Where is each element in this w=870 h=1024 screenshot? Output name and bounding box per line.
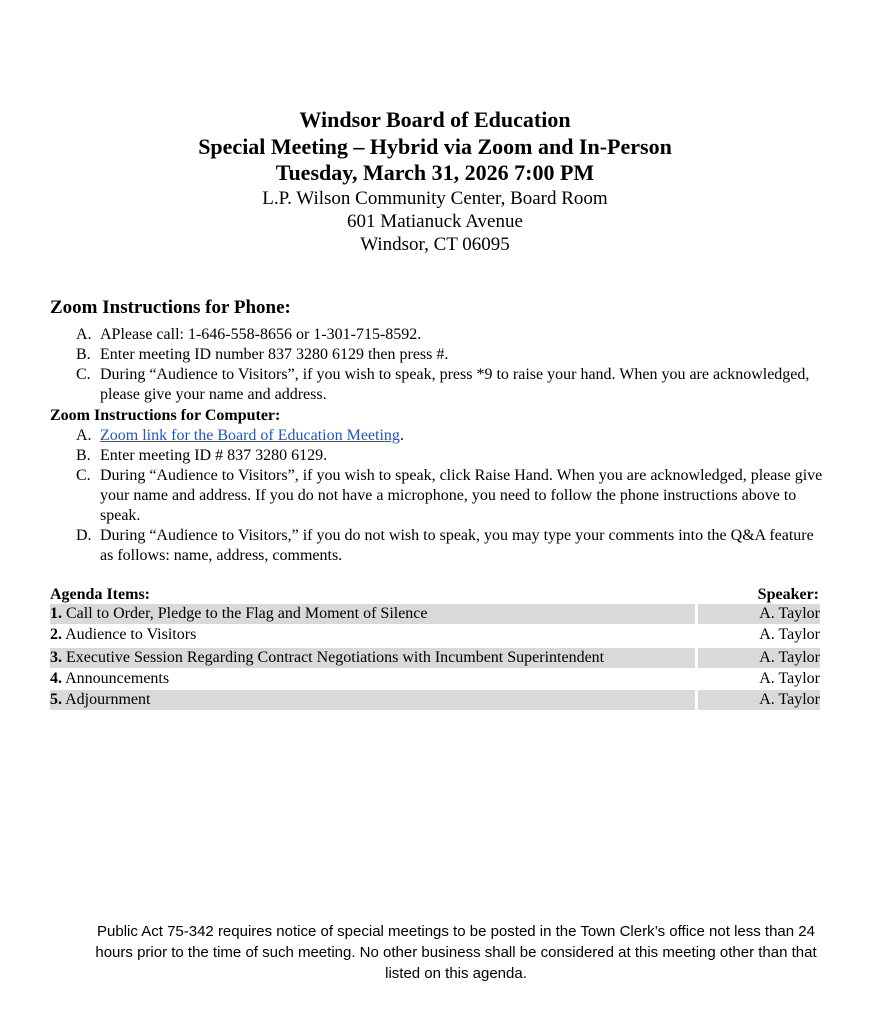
list-item: A. Zoom link for the Board of Education Meeting. xyxy=(76,427,404,444)
list-item: D. During “Audience to Visitors,” if you do not wish to speak, you may type your comments into the Q&A feature as follows: name, address, comments. xyxy=(76,527,814,564)
list-item: C. During “Audience to Visitors”, if you wish to speak, click Raise Hand. When you are acknowledged, please give your name and address. If you do not have a microphone, you need to follow the phone instructions above to speak. xyxy=(76,467,823,524)
phone-instructions-list xyxy=(50,325,825,405)
computer-instructions-list xyxy=(50,426,825,566)
org-name: Windsor Board of Education xyxy=(299,107,571,132)
agenda-item: 4. Announcements xyxy=(50,670,170,687)
venue: L.P. Wilson Community Center, Board Room xyxy=(262,187,608,209)
phone-instructions-title: Zoom Instructions for Phone: xyxy=(50,297,291,318)
agenda-title: Agenda Items: xyxy=(50,586,150,603)
list-item: B. Enter meeting ID # 837 3280 6129. xyxy=(76,447,328,464)
agenda-item: 3. Executive Session Regarding Contract Negotiations with Incumbent Superintendent xyxy=(50,648,695,668)
list-item: A. APlease call: 1-646-558-8656 or 1-301-715-8592. xyxy=(76,326,422,343)
document-header xyxy=(0,107,870,256)
table-row xyxy=(50,648,820,668)
speaker: A. Taylor xyxy=(698,604,820,624)
agenda-item: 5. Adjournment xyxy=(50,690,695,710)
list-item: C. During “Audience to Visitors”, if you wish to speak, press *9 to raise your hand. When you are acknowledged, please give your name and address. xyxy=(76,366,810,403)
street-address: 601 Matianuck Avenue xyxy=(347,210,523,232)
speaker: A. Taylor xyxy=(759,670,820,687)
table-row xyxy=(50,690,820,710)
legal-notice: Public Act 75-342 requires notice of special meetings to be posted in the Town Clerk’s office not less than 24 hours prior to the time of such meeting. No other business shall be considered at this meeting other than that listed on this agenda. xyxy=(95,923,817,982)
city-address: Windsor, CT 06095 xyxy=(360,233,510,255)
meeting-title: Special Meeting – Hybrid via Zoom and In-Person xyxy=(198,133,672,159)
table-row xyxy=(50,625,820,645)
table-row xyxy=(50,604,820,624)
speaker-column-title: Speaker: xyxy=(757,586,819,603)
computer-instructions-title: Zoom Instructions for Computer: xyxy=(50,407,281,424)
agenda-table xyxy=(50,604,820,711)
agenda-item: 2. Audience to Visitors xyxy=(50,626,197,643)
speaker: A. Taylor xyxy=(698,690,820,710)
agenda-item: 1. Call to Order, Pledge to the Flag and Moment of Silence xyxy=(50,604,695,624)
speaker: A. Taylor xyxy=(759,626,820,643)
zoom-meeting-link[interactable]: Zoom link for the Board of Education Meeting xyxy=(100,427,400,444)
table-row xyxy=(50,669,820,689)
meeting-datetime: Tuesday, March 31, 2026 7:00 PM xyxy=(275,160,595,185)
speaker: A. Taylor xyxy=(698,648,820,668)
list-item: B. Enter meeting ID number 837 3280 6129 then press #. xyxy=(76,346,449,363)
